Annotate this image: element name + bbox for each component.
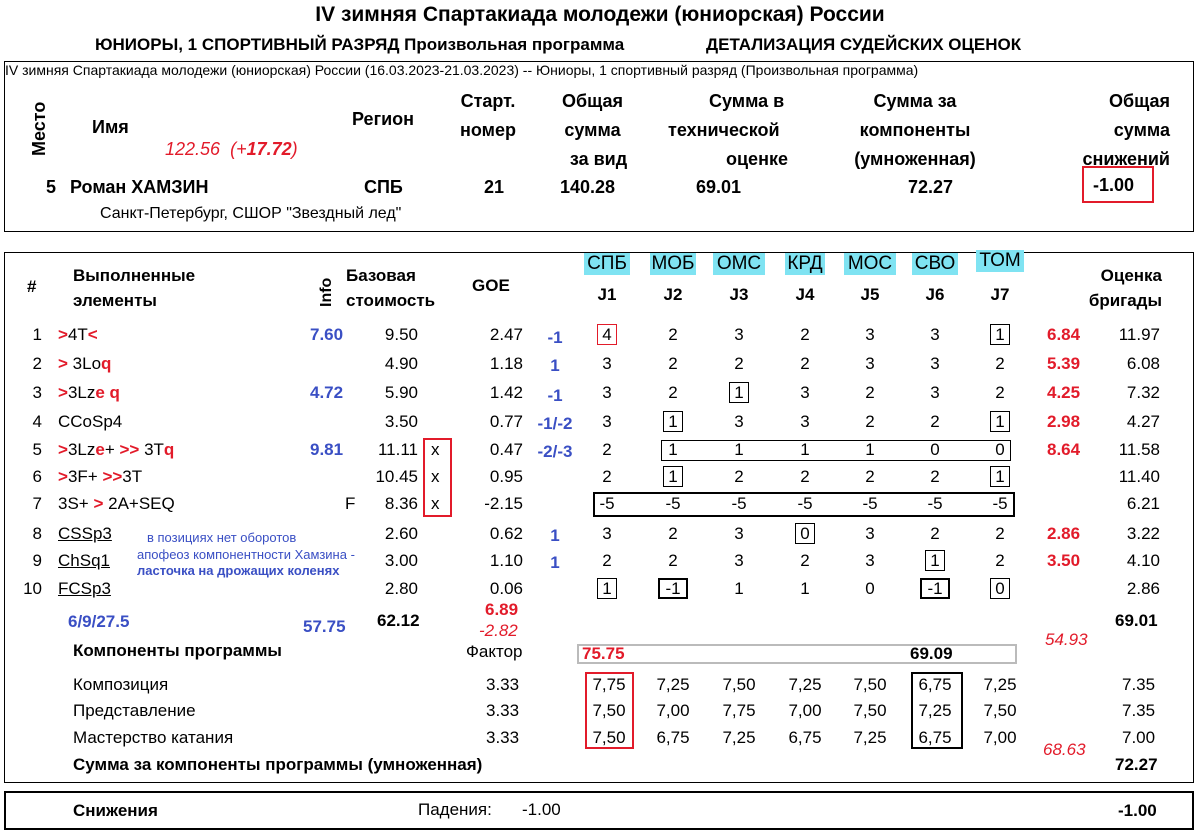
total-value: 140.28 bbox=[560, 177, 616, 197]
judge-mark: 3 bbox=[865, 354, 875, 373]
component-factor: 3.33 bbox=[486, 701, 520, 720]
bonus-x-highlight bbox=[423, 438, 452, 517]
judge-mark: 2 bbox=[668, 325, 678, 344]
judge-mark: 3 bbox=[800, 383, 810, 402]
judge-mark: 1 bbox=[995, 412, 1005, 431]
judge-mark: -1 bbox=[927, 579, 943, 598]
judge-mark: 0 bbox=[865, 579, 875, 598]
element-goe: 0.95 bbox=[489, 467, 523, 486]
judge-mark: -5 bbox=[797, 494, 813, 513]
component-name: Композиция bbox=[73, 675, 169, 694]
info-header: Info bbox=[318, 277, 335, 307]
factor-header: Фактор bbox=[466, 642, 523, 661]
judge-mark-box bbox=[597, 578, 617, 599]
deductions-header: Общая сумма снижений bbox=[1082, 91, 1170, 169]
element-mark: > bbox=[58, 325, 68, 344]
element-base: 9.50 bbox=[384, 325, 418, 344]
element-code-part: 3S+ bbox=[58, 494, 94, 513]
place-header: Место bbox=[29, 101, 49, 156]
goe-header: GOE bbox=[472, 276, 510, 295]
element-number: 1 bbox=[32, 325, 42, 344]
comment-spins: в позициях нет оборотов bbox=[147, 530, 297, 545]
judge-mark: 3 bbox=[800, 412, 810, 431]
judge-mark: 2 bbox=[865, 467, 875, 486]
element-goe: 1.10 bbox=[489, 551, 523, 570]
judge-mark: 0 bbox=[995, 440, 1005, 459]
comment-choreo: апофеоз компонентности Хамзина - bbox=[137, 547, 355, 562]
component-mark: 7,25 bbox=[983, 675, 1017, 694]
row5-marks-box bbox=[661, 440, 1011, 461]
element-base: 10.45 bbox=[375, 467, 418, 486]
falls-value: -1.00 bbox=[522, 800, 561, 819]
judge-region-4: КРД bbox=[785, 253, 825, 275]
component-mark: 7,75 bbox=[592, 675, 626, 694]
start-no-value: 21 bbox=[484, 177, 505, 197]
component-mark: 7,00 bbox=[983, 728, 1017, 747]
judge-region-7: ТОМ bbox=[976, 250, 1024, 272]
element-mark: >> bbox=[102, 467, 123, 486]
judge-mark: 2 bbox=[865, 383, 875, 402]
component-mark: 6,75 bbox=[788, 728, 822, 747]
judge-mark: 2 bbox=[995, 524, 1005, 543]
judge-mark: 3 bbox=[602, 412, 612, 431]
alt-score-note: 122.56 (+17.72) bbox=[165, 139, 298, 159]
element-panel-score: 6.21 bbox=[1126, 494, 1160, 513]
component-name: Мастерство катания bbox=[73, 728, 234, 747]
element-base: 8.36 bbox=[384, 494, 418, 513]
element-code-part: 2A+SEQ bbox=[103, 494, 175, 513]
element-code-part: 4T bbox=[67, 325, 88, 344]
element-code bbox=[58, 467, 142, 487]
pcs-header: Сумма за компоненты (умноженная) bbox=[854, 91, 976, 169]
comment-choreo-2: ласточка на дрожащих коленях bbox=[137, 563, 340, 578]
element-number: 3 bbox=[32, 383, 42, 402]
element-level-value: 4.72 bbox=[310, 383, 344, 402]
judge-mark: 2 bbox=[995, 551, 1005, 570]
element-goe: 0.77 bbox=[489, 412, 523, 431]
element-base: 4.90 bbox=[384, 354, 418, 373]
element-number: 4 bbox=[32, 412, 42, 431]
element-alt-score: 2.86 bbox=[1047, 524, 1081, 543]
element-panel-score: 2.86 bbox=[1126, 579, 1160, 598]
j6-components-highlight bbox=[911, 672, 963, 749]
judge-header-7: J7 bbox=[990, 285, 1010, 304]
tes-value: 69.01 bbox=[696, 177, 742, 197]
judge-mark: 2 bbox=[602, 440, 612, 459]
element-base: 2.80 bbox=[384, 579, 418, 598]
judge-region-1: СПБ bbox=[584, 253, 630, 275]
component-mark: 7,50 bbox=[592, 701, 626, 720]
judge-mark: -5 bbox=[665, 494, 681, 513]
judge-mark: 2 bbox=[734, 467, 744, 486]
judge-mark: 0 bbox=[995, 579, 1005, 598]
panel-total: 69.01 bbox=[1115, 611, 1158, 630]
judge-region-3: ОМС bbox=[713, 253, 765, 275]
judge-mark: -5 bbox=[599, 494, 615, 513]
components-sum-value: 72.27 bbox=[1115, 755, 1158, 774]
component-mark: 7,00 bbox=[656, 701, 690, 720]
element-code-part: ChSq1 bbox=[58, 551, 110, 570]
element-alt-score: 3.50 bbox=[1047, 551, 1081, 570]
judge-mark: 0 bbox=[800, 524, 810, 543]
region-header: Регион bbox=[352, 109, 414, 129]
element-number: 5 bbox=[32, 440, 42, 459]
component-mark: 6,75 bbox=[918, 675, 952, 694]
judge-mark: 1 bbox=[865, 440, 875, 459]
judge-mark: 2 bbox=[602, 467, 612, 486]
judge-mark: 2 bbox=[668, 383, 678, 402]
element-mark: q bbox=[101, 354, 112, 373]
judge-header-6: J6 bbox=[925, 285, 945, 304]
element-number: 9 bbox=[32, 551, 42, 570]
judge-mark: 1 bbox=[930, 551, 940, 570]
element-goe: 0.62 bbox=[489, 524, 523, 543]
judge-mark: 1 bbox=[668, 412, 678, 431]
element-goe: 1.18 bbox=[489, 354, 523, 373]
deductions-box bbox=[4, 791, 1194, 830]
component-panel: 7.35 bbox=[1122, 675, 1156, 694]
component-mark: 7,50 bbox=[853, 675, 887, 694]
falls-label: Падения: bbox=[418, 800, 492, 819]
judge-mark-box bbox=[990, 466, 1010, 487]
components-sum-label: Сумма за компоненты программы (умноженная) bbox=[73, 755, 483, 774]
element-code bbox=[58, 494, 175, 514]
judge-region-6: СВО bbox=[912, 253, 958, 275]
element-base: 11.11 bbox=[377, 440, 418, 459]
element-bonus-x: x bbox=[431, 440, 440, 459]
judge-header-3: J3 bbox=[729, 285, 749, 304]
judge-mark-box bbox=[990, 324, 1010, 345]
start-no-header: Старт. номер bbox=[460, 91, 516, 140]
element-base: 3.50 bbox=[384, 412, 418, 431]
element-code bbox=[58, 524, 112, 544]
element-number: 7 bbox=[32, 494, 42, 513]
element-alt-score: 4.25 bbox=[1047, 383, 1081, 402]
element-goe: 1.42 bbox=[489, 383, 523, 402]
element-code-part: 3F+ bbox=[67, 467, 103, 486]
judge-mark: 3 bbox=[734, 524, 744, 543]
goe-minus-total: -2.82 bbox=[479, 621, 518, 640]
row7-marks-box bbox=[593, 492, 1015, 517]
element-code-part: 3Lz bbox=[67, 440, 96, 459]
judge-mark: 3 bbox=[930, 383, 940, 402]
element-level-value: 9.81 bbox=[310, 440, 344, 459]
judge-mark: 3 bbox=[865, 524, 875, 543]
component-mark: 7,50 bbox=[722, 675, 756, 694]
judge-mark: 1 bbox=[668, 467, 678, 486]
element-bonus-x: x bbox=[431, 494, 440, 513]
element-mark: > bbox=[58, 383, 68, 402]
component-panel: 7.00 bbox=[1122, 728, 1156, 747]
element-code bbox=[58, 440, 174, 460]
element-code-part: 3T bbox=[139, 440, 164, 459]
element-code-part: 3Lz bbox=[67, 383, 96, 402]
judge-header-1: J1 bbox=[597, 285, 617, 304]
component-mark: 7,50 bbox=[983, 701, 1017, 720]
judge-mark: 3 bbox=[734, 412, 744, 431]
element-code bbox=[58, 551, 110, 571]
judge-mark: 2 bbox=[602, 551, 612, 570]
element-mark: e q bbox=[95, 383, 120, 402]
judge-mark: 2 bbox=[800, 551, 810, 570]
element-base: 2.60 bbox=[384, 524, 418, 543]
judge-region-2: МОБ bbox=[651, 253, 695, 274]
judge-mark: 2 bbox=[668, 354, 678, 373]
element-goe-adjust: 1 bbox=[550, 356, 560, 375]
element-panel-score: 4.10 bbox=[1126, 551, 1160, 570]
judge-mark: 4 bbox=[602, 325, 612, 344]
element-goe-adjust: -1/-2 bbox=[537, 414, 573, 433]
element-panel-score: 3.22 bbox=[1126, 524, 1160, 543]
total-header: Общая сумма за вид bbox=[561, 91, 628, 169]
judge-mark: -5 bbox=[731, 494, 747, 513]
judge-mark: 2 bbox=[930, 412, 940, 431]
element-panel-score: 7.32 bbox=[1126, 383, 1160, 402]
judge-mark-box bbox=[658, 578, 688, 599]
judge-header-2: J2 bbox=[663, 285, 683, 304]
judge-mark: -5 bbox=[862, 494, 878, 513]
alt-pcs-total: 68.63 bbox=[1043, 740, 1086, 759]
deductions-label: Снижения bbox=[73, 801, 158, 820]
goe-plus-total: 6.89 bbox=[485, 600, 519, 619]
judge-mark: 3 bbox=[602, 354, 612, 373]
judge-mark: 3 bbox=[734, 551, 744, 570]
element-code-part: CSSp3 bbox=[58, 524, 112, 543]
element-goe-adjust: -2/-3 bbox=[537, 442, 573, 461]
element-code-part: 3Lo bbox=[72, 354, 102, 373]
judge-mark: -5 bbox=[927, 494, 943, 513]
judge-mark: 1 bbox=[995, 325, 1005, 344]
judge-mark: 2 bbox=[865, 412, 875, 431]
component-factor: 3.33 bbox=[486, 728, 520, 747]
element-alt-score: 2.98 bbox=[1047, 412, 1081, 431]
judge-mark-box bbox=[795, 523, 815, 544]
element-level-value: 7.60 bbox=[310, 325, 344, 344]
j6-components-total: 69.09 bbox=[910, 644, 953, 663]
judge-mark-box bbox=[920, 578, 950, 599]
element-goe: 0.47 bbox=[489, 440, 523, 459]
component-mark: 7,50 bbox=[853, 701, 887, 720]
judge-mark: 1 bbox=[800, 440, 810, 459]
judge-mark-box bbox=[729, 382, 749, 403]
element-panel-score: 11.97 bbox=[1118, 325, 1160, 344]
element-goe-adjust: 1 bbox=[550, 526, 560, 545]
component-mark: 7,00 bbox=[788, 701, 822, 720]
element-goe-adjust: 1 bbox=[550, 553, 560, 572]
name-header: Имя bbox=[92, 117, 129, 137]
element-number: 10 bbox=[23, 579, 42, 598]
element-bonus-x: x bbox=[431, 467, 440, 486]
judge-mark-box bbox=[663, 466, 683, 487]
judge-mark: 2 bbox=[800, 325, 810, 344]
judge-mark-box bbox=[597, 324, 617, 345]
j1-components-total: 75.75 bbox=[582, 644, 625, 663]
element-mark: e bbox=[95, 440, 105, 459]
category-title: ЮНИОРЫ, 1 СПОРТИВНЫЙ РАЗРЯД Произвольная программа bbox=[95, 35, 625, 54]
element-goe-adjust: -1 bbox=[547, 386, 563, 405]
judge-mark: -1 bbox=[665, 579, 681, 598]
element-code bbox=[58, 579, 111, 599]
deductions-total: -1.00 bbox=[1118, 801, 1157, 820]
components-title: Компоненты программы bbox=[73, 641, 282, 660]
judge-mark: 1 bbox=[734, 383, 744, 402]
place-value: 5 bbox=[46, 177, 57, 197]
judge-mark: 2 bbox=[930, 524, 940, 543]
pcs-value: 72.27 bbox=[908, 177, 954, 197]
judge-mark: 2 bbox=[800, 467, 810, 486]
judge-mark: 0 bbox=[930, 440, 940, 459]
judge-mark: 1 bbox=[800, 579, 810, 598]
element-panel-score: 6.08 bbox=[1126, 354, 1160, 373]
judge-mark: 1 bbox=[668, 440, 678, 459]
element-code bbox=[58, 325, 98, 345]
element-code-part: CCoSp4 bbox=[58, 412, 123, 431]
region-value: СПБ bbox=[364, 177, 403, 197]
judge-mark: 2 bbox=[995, 383, 1005, 402]
alt-tes-total: 54.93 bbox=[1045, 630, 1088, 649]
component-mark: 7,25 bbox=[918, 701, 952, 720]
skater-name: Роман ХАМЗИН bbox=[70, 177, 209, 197]
skater-club: Санкт-Петербург, СШОР "Звездный лед" bbox=[100, 205, 402, 222]
element-code-part: FCSp3 bbox=[58, 579, 111, 598]
component-mark: 7,50 bbox=[592, 728, 626, 747]
judge-mark: 2 bbox=[668, 524, 678, 543]
judge-mark: 3 bbox=[602, 383, 612, 402]
component-mark: 7,25 bbox=[656, 675, 690, 694]
judge-mark: 2 bbox=[800, 354, 810, 373]
judge-region-5: МОС bbox=[844, 253, 896, 275]
element-mark: > bbox=[58, 467, 68, 486]
tes-header: Сумма в технической оценке bbox=[668, 91, 788, 169]
levels-total: 6/9/27.5 bbox=[68, 612, 130, 631]
deductions-value: -1.00 bbox=[1093, 175, 1135, 195]
element-alt-score: 6.84 bbox=[1047, 325, 1081, 344]
judge-mark: 3 bbox=[734, 325, 744, 344]
element-goe: 0.06 bbox=[489, 579, 523, 598]
element-goe-adjust: -1 bbox=[547, 328, 563, 347]
panel-header: Оценка бригады bbox=[1088, 266, 1162, 310]
judge-mark: 3 bbox=[930, 325, 940, 344]
element-base: 3.00 bbox=[384, 551, 418, 570]
component-mark: 6,75 bbox=[656, 728, 690, 747]
judge-mark: -5 bbox=[992, 494, 1008, 513]
component-mark: 7,75 bbox=[722, 701, 756, 720]
judge-mark: 1 bbox=[602, 579, 612, 598]
event-line: IV зимняя Спартакиада молодежи (юниорская) России (16.03.2023-21.03.2023) -- Юниоры, 1 спортивный разряд (Произвольная программа) bbox=[5, 62, 919, 78]
element-alt-score: 8.64 bbox=[1047, 440, 1081, 459]
judge-mark: 2 bbox=[995, 354, 1005, 373]
element-number: 6 bbox=[32, 467, 42, 486]
judge-mark: 2 bbox=[734, 354, 744, 373]
judge-mark: 2 bbox=[668, 551, 678, 570]
judge-mark-box bbox=[990, 411, 1010, 432]
report-title: ДЕТАЛИЗАЦИЯ СУДЕЙСКИХ ОЦЕНОК bbox=[706, 35, 1022, 54]
element-code bbox=[58, 354, 111, 374]
judge-header-4: J4 bbox=[795, 285, 815, 304]
element-code bbox=[58, 412, 122, 432]
judge-mark: 2 bbox=[930, 467, 940, 486]
judge-mark-box bbox=[663, 411, 683, 432]
judge-mark: 1 bbox=[734, 440, 744, 459]
element-number: 8 bbox=[32, 524, 42, 543]
judge-header-5: J5 bbox=[860, 285, 880, 304]
element-mark: > bbox=[93, 494, 104, 513]
lv-total: 57.75 bbox=[303, 617, 346, 636]
judge-mark: 3 bbox=[602, 524, 612, 543]
component-name: Представление bbox=[73, 701, 196, 720]
judge-mark: 1 bbox=[734, 579, 744, 598]
judge-mark: 3 bbox=[930, 354, 940, 373]
num-header: # bbox=[27, 277, 37, 296]
judge-mark: 3 bbox=[865, 325, 875, 344]
page-title: IV зимняя Спартакиада молодежи (юниорская) России bbox=[315, 3, 885, 26]
component-mark: 7,25 bbox=[853, 728, 887, 747]
component-mark: 6,75 bbox=[918, 728, 952, 747]
base-total: 62.12 bbox=[377, 611, 420, 630]
judge-mark: 1 bbox=[995, 467, 1005, 486]
element-panel-score: 4.27 bbox=[1126, 412, 1160, 431]
element-goe: -2.15 bbox=[484, 494, 523, 513]
component-factor: 3.33 bbox=[486, 675, 520, 694]
judge-mark-box bbox=[990, 578, 1010, 599]
element-goe: 2.47 bbox=[489, 325, 523, 344]
element-panel-score: 11.58 bbox=[1118, 440, 1160, 459]
judge-mark: 3 bbox=[865, 551, 875, 570]
component-panel: 7.35 bbox=[1122, 701, 1156, 720]
element-info: F bbox=[345, 494, 356, 513]
element-mark: > bbox=[58, 440, 68, 459]
element-mark: >> bbox=[119, 440, 140, 459]
element-mark: q bbox=[163, 440, 175, 459]
element-panel-score: 11.40 bbox=[1118, 467, 1160, 486]
element-mark: < bbox=[87, 325, 98, 344]
j1-components-highlight bbox=[585, 672, 634, 749]
element-mark: > bbox=[58, 354, 73, 373]
element-alt-score: 5.39 bbox=[1047, 354, 1081, 373]
element-number: 2 bbox=[32, 354, 42, 373]
element-code bbox=[58, 383, 120, 403]
component-mark: 7,25 bbox=[722, 728, 756, 747]
element-code-part: + bbox=[104, 440, 120, 459]
judge-mark-box bbox=[925, 550, 945, 571]
element-base: 5.90 bbox=[384, 383, 418, 402]
base-header: Базовая стоимость bbox=[346, 266, 436, 310]
component-mark: 7,25 bbox=[788, 675, 822, 694]
elements-header: Выполненные элементы bbox=[73, 266, 196, 310]
element-code-part: 3T bbox=[122, 467, 143, 486]
